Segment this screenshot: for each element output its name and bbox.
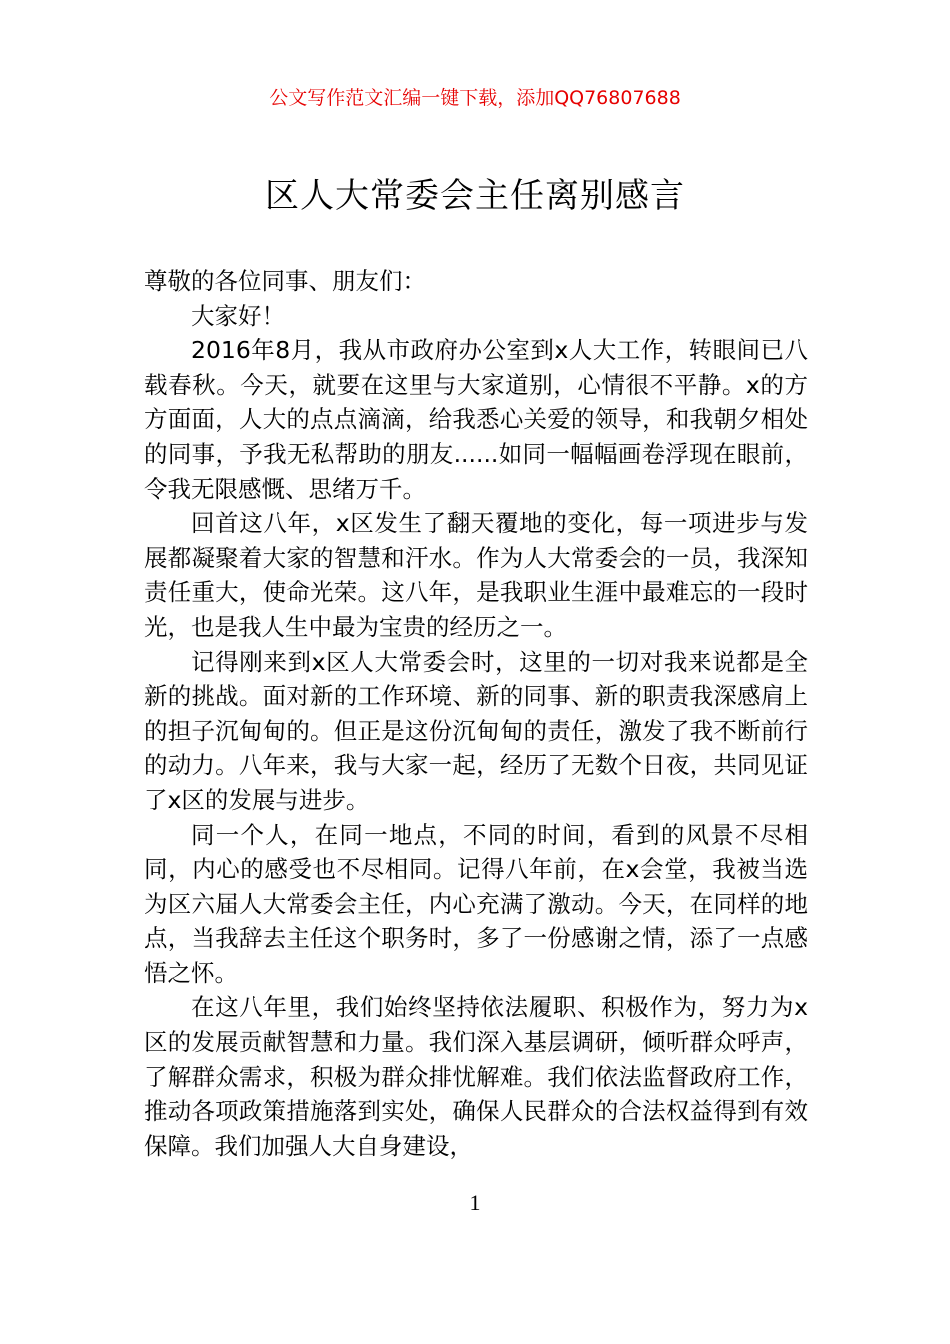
document-body: [144, 264, 808, 1163]
paragraph-memory: 记得刚来到x区人大常委会时，这里的一切对我来说都是全新的挑战。面对新的工作环境、新的同事、新的职责我深感肩上的担子沉甸甸的。但正是这份沉甸甸的责任，激发了我不断前行的动力。八年来，我与大家一起，经历了无数个日夜，共同见证了x区的发展与进步。: [144, 647, 808, 814]
page-number: 1: [469, 1190, 481, 1215]
paragraph-greeting: 大家好！: [191, 301, 285, 330]
paragraph-review: 回首这八年，x区发生了翻天覆地的变化，每一项进步与发展都凝聚着大家的智慧和汗水。作为人大常委会的一员，我深知责任重大，使命光荣。这八年，是我职业生涯中最难忘的一段时光，也是我人生中最为宝贵的经历之一。: [144, 509, 808, 641]
download-promo-note: 公文写作范文汇编一键下载，添加QQ76807688: [269, 87, 681, 109]
paragraph-reflection: 同一个人，在同一地点，不同的时间，看到的风景不尽相同，内心的感受也不尽相同。记得八年前，在x会堂，我被当选为区六届人大常委会主任，内心充满了激动。今天，在同样的地点，当我辞去主任这个职务时，多了一份感谢之情，添了一点感悟之怀。: [144, 820, 808, 987]
paragraph-achievements: 在这八年里，我们始终坚持依法履职、积极作为，努力为x区的发展贡献智慧和力量。我们深入基层调研，倾听群众呼声，了解群众需求，积极为群众排忧解难。我们依法监督政府工作，推动各项政策措施落到实处，确保人民群众的合法权益得到有效保障。我们加强人大自身建设，: [144, 993, 808, 1160]
paragraph-intro: 2016年8月，我从市政府办公室到x人大工作，转眼间已八载春秋。今天，就要在这里与大家道别，心情很不平静。x的方方面面，人大的点点滴滴，给我悉心关爱的领导，和我朝夕相处的同事，予我无私帮助的朋友......如同一幅幅画卷浮现在眼前，令我无限感慨、思绪万千。: [144, 336, 808, 503]
salutation: 尊敬的各位同事、朋友们：: [144, 267, 426, 295]
document-title: 区人大常委会主任离别感言: [265, 176, 685, 216]
